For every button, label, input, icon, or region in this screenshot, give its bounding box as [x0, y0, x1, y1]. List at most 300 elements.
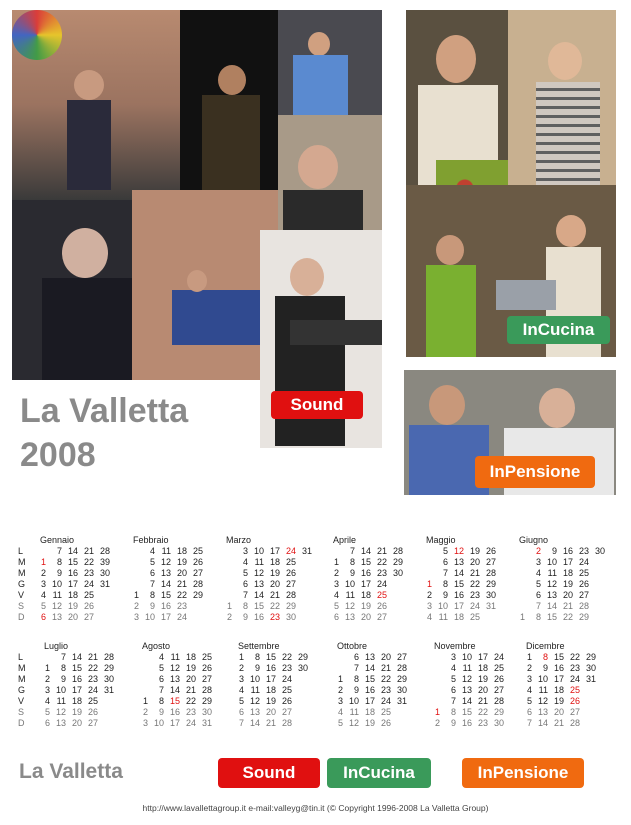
- calendar-day: 22: [269, 601, 280, 611]
- calendar-day: 14: [160, 579, 171, 589]
- calendar-day: 9: [242, 612, 248, 622]
- week-row: [142, 696, 234, 707]
- bottom-brand: La Valletta: [19, 760, 123, 783]
- calendar-day: 6: [526, 707, 532, 717]
- calendar-day: 11: [349, 707, 359, 717]
- month-maggio: [426, 534, 518, 623]
- calendar-day: 7: [450, 696, 456, 706]
- month-febbraio: [133, 534, 225, 623]
- week-row: [40, 568, 132, 579]
- month-name: Ottobre: [337, 641, 368, 651]
- week-row: [434, 707, 526, 718]
- calendar-day: 16: [67, 568, 78, 578]
- calendar-day: 5: [238, 696, 244, 706]
- month-name: Giugno: [519, 535, 549, 545]
- calendar-day: 6: [238, 707, 244, 717]
- calendar-day: 5: [526, 696, 532, 706]
- weekday-label: L: [18, 652, 24, 662]
- calendar-day: 1: [44, 663, 50, 673]
- calendar-day: 29: [297, 652, 308, 662]
- calendar-day: 6: [442, 557, 448, 567]
- weekday-label: L: [18, 546, 24, 556]
- calendar-day: 29: [192, 590, 203, 600]
- month-agosto: [142, 640, 234, 729]
- calendar-day: 19: [553, 696, 564, 706]
- calendar-day: 28: [485, 568, 496, 578]
- weekday-label: G: [18, 685, 26, 695]
- calendar-day: 25: [285, 557, 296, 567]
- calendar-day: 20: [265, 707, 276, 717]
- calendar-day: 7: [60, 652, 66, 662]
- week-row: [142, 674, 234, 685]
- calendar-day: 22: [562, 612, 573, 622]
- calendar-day: 13: [253, 579, 264, 589]
- week-row: [226, 579, 318, 590]
- calendar-day: 19: [71, 707, 82, 717]
- calendar-day: 26: [281, 696, 292, 706]
- calendar-day: 22: [376, 557, 387, 567]
- month-name: Marzo: [226, 535, 252, 545]
- week-row: [226, 612, 318, 623]
- calendar-day: 21: [176, 579, 187, 589]
- calendar-day: 20: [71, 718, 82, 728]
- calendar-day: 3: [450, 652, 456, 662]
- calendar-day: 30: [585, 663, 596, 673]
- month-name: Agosto: [142, 641, 171, 651]
- week-row: [426, 612, 518, 623]
- calendar-day: 19: [360, 601, 371, 611]
- week-row: [333, 612, 425, 623]
- calendar-day: 11: [254, 557, 264, 567]
- calendar-day: 6: [535, 590, 541, 600]
- calendar-day: 7: [158, 685, 164, 695]
- calendar-day: 14: [461, 696, 472, 706]
- photo-woman-sweater: [508, 10, 616, 185]
- week-row: [434, 652, 526, 663]
- calendar-day: 20: [360, 612, 371, 622]
- week-row: [519, 590, 611, 601]
- week-row: [519, 601, 611, 612]
- calendar-day: 10: [537, 674, 548, 684]
- calendar-day: 17: [477, 652, 488, 662]
- calendar-day: 3: [526, 674, 532, 684]
- calendar-day: 6: [149, 568, 155, 578]
- calendar-day: 23: [477, 718, 488, 728]
- calendar-day: 4: [158, 652, 164, 662]
- calendar-day: 18: [185, 652, 196, 662]
- page-title-line2: 2008: [20, 436, 96, 474]
- calendar-day: 25: [83, 590, 94, 600]
- week-row: [133, 579, 225, 590]
- week-row: [133, 601, 225, 612]
- calendar-day: 25: [281, 685, 292, 695]
- calendar-day: 17: [67, 579, 78, 589]
- calendar-day: 9: [158, 707, 164, 717]
- bottom-sound-badge: Sound: [218, 758, 320, 788]
- calendar-day: 20: [477, 685, 488, 695]
- week-row: [333, 546, 425, 557]
- calendar-day: 24: [469, 601, 480, 611]
- week-row: [142, 663, 234, 674]
- week-row: [519, 568, 611, 579]
- week-row: [238, 674, 330, 685]
- calendar-day: 10: [51, 579, 62, 589]
- calendar-day: 18: [269, 557, 280, 567]
- calendar-day: 14: [546, 601, 557, 611]
- week-row: [426, 590, 518, 601]
- calendar-day: 26: [285, 568, 296, 578]
- week-row: [426, 601, 518, 612]
- calendar-day: 11: [547, 568, 557, 578]
- calendar-day: 19: [477, 674, 488, 684]
- calendar-day: 10: [461, 652, 472, 662]
- calendar-day: 17: [71, 685, 82, 695]
- calendar-day: 4: [40, 590, 46, 600]
- week-row: [44, 707, 136, 718]
- month-giugno: [519, 534, 611, 623]
- week-row: [337, 663, 429, 674]
- calendar-day: 21: [477, 696, 488, 706]
- calendar-day: 25: [569, 685, 580, 695]
- week-row: [526, 685, 618, 696]
- calendar-day: 24: [83, 579, 94, 589]
- calendar-day: 8: [450, 707, 456, 717]
- calendar-day: 3: [44, 685, 50, 695]
- calendar-day: 27: [201, 674, 212, 684]
- weekday-label: M: [18, 663, 26, 673]
- photo-smiling-man: [278, 115, 382, 230]
- calendar-day: 9: [450, 718, 456, 728]
- calendar-day: 6: [353, 652, 359, 662]
- calendar-day: 30: [285, 612, 296, 622]
- week-row: [40, 612, 132, 623]
- weekday-label: S: [18, 707, 25, 717]
- month-name: Luglio: [44, 641, 69, 651]
- week-row: [434, 696, 526, 707]
- calendar-day: 5: [535, 579, 541, 589]
- week-row: [44, 696, 136, 707]
- calendar-day: 21: [553, 718, 564, 728]
- calendar-day: 30: [594, 546, 605, 556]
- calendar-day: 19: [185, 663, 196, 673]
- page-title-line1: La Valletta: [20, 392, 189, 430]
- week-row: [526, 674, 618, 685]
- calendar-day: 31: [99, 579, 110, 589]
- week-row: [426, 546, 518, 557]
- weekday-label: V: [18, 696, 25, 706]
- calendar-day: 25: [469, 612, 480, 622]
- calendar-day: 19: [562, 579, 573, 589]
- calendar-day: 18: [453, 612, 464, 622]
- month-name: Dicembre: [526, 641, 565, 651]
- calendar-day: 27: [485, 557, 496, 567]
- week-row: [434, 663, 526, 674]
- week-row: [434, 674, 526, 685]
- calendar-day: 26: [192, 557, 203, 567]
- calendar-day: 22: [185, 696, 196, 706]
- calendar-day: 12: [51, 601, 62, 611]
- week-row: [434, 718, 526, 729]
- calendar-day: 23: [269, 612, 280, 622]
- calendar-day: 1: [337, 674, 343, 684]
- calendar-day: 6: [242, 579, 248, 589]
- calendar-day: 28: [192, 579, 203, 589]
- calendar-day: 26: [87, 707, 98, 717]
- calendar-day: 8: [158, 696, 164, 706]
- calendar-day: 30: [493, 718, 504, 728]
- calendar-day: 9: [542, 663, 548, 673]
- calendar-day: 3: [242, 546, 248, 556]
- week-row: [133, 546, 225, 557]
- calendar-day: 29: [201, 696, 212, 706]
- calendar-day: 2: [44, 674, 50, 684]
- calendar-day: 17: [553, 674, 564, 684]
- calendar-day: 18: [477, 663, 488, 673]
- calendar-day: 25: [380, 707, 391, 717]
- weekday-label: M: [18, 674, 26, 684]
- calendar-day: 4: [337, 707, 343, 717]
- calendar-day: 20: [562, 590, 573, 600]
- week-row: [519, 612, 611, 623]
- calendar-day: 12: [169, 663, 180, 673]
- calendar-day: 14: [537, 718, 548, 728]
- weekday-label: M: [18, 557, 26, 567]
- calendar-day: 30: [201, 707, 212, 717]
- calendar-day: 23: [376, 568, 387, 578]
- calendar-day: 26: [376, 601, 387, 611]
- calendar-day: 29: [493, 707, 504, 717]
- calendar-day: 26: [83, 601, 94, 611]
- calendar-day: 24: [281, 674, 292, 684]
- calendar-day: 2: [133, 601, 139, 611]
- calendar-day: 29: [578, 612, 589, 622]
- calendar-day: 11: [56, 696, 66, 706]
- calendar-day: 1: [238, 652, 244, 662]
- calendar-day: 14: [169, 685, 180, 695]
- calendar-day: 25: [192, 546, 203, 556]
- calendar-day: 16: [461, 718, 472, 728]
- calendar-day: 11: [462, 663, 472, 673]
- calendar-day: 28: [285, 590, 296, 600]
- calendar-day: 15: [364, 674, 375, 684]
- week-row: [526, 652, 618, 663]
- calendar-day: 6: [450, 685, 456, 695]
- calendar-day: 31: [585, 674, 596, 684]
- week-row: [238, 652, 330, 663]
- week-row: [337, 718, 429, 729]
- calendar-day: 25: [87, 696, 98, 706]
- calendar-day: 30: [485, 590, 496, 600]
- incucina-badge: InCucina: [507, 316, 610, 344]
- calendar-day: 19: [176, 557, 187, 567]
- calendar-day: 19: [269, 568, 280, 578]
- week-row: [40, 579, 132, 590]
- week-row: [44, 718, 136, 729]
- calendar-day: 10: [348, 696, 359, 706]
- week-row: [519, 546, 611, 557]
- weekday-labels: [18, 652, 32, 729]
- calendar-day: 8: [242, 601, 248, 611]
- calendar-day: 1: [426, 579, 432, 589]
- calendar-day: 9: [442, 590, 448, 600]
- week-row: [133, 568, 225, 579]
- calendar-day: 9: [56, 568, 62, 578]
- week-row: [238, 663, 330, 674]
- calendar-day: 21: [265, 718, 276, 728]
- sound-badge: Sound: [271, 391, 363, 419]
- calendar-day: 31: [201, 718, 212, 728]
- photo-drummer: [132, 190, 278, 380]
- calendar-day: 16: [265, 663, 276, 673]
- month-gennaio: [40, 534, 132, 623]
- calendar-day: 27: [281, 707, 292, 717]
- week-row: [426, 557, 518, 568]
- calendar-day: 7: [242, 590, 248, 600]
- calendar-day: 5: [40, 601, 46, 611]
- calendar-day: 16: [553, 663, 564, 673]
- calendar-day: 7: [238, 718, 244, 728]
- calendar-day: 5: [149, 557, 155, 567]
- month-luglio: [44, 640, 136, 729]
- footer-copyright: http://www.lavallettagroup.it e-mail:valleyg@tin.it (© Copyright 1996-2008 La Valletta Group): [142, 803, 489, 813]
- calendar-day: 25: [578, 568, 589, 578]
- calendar-day: 25: [376, 590, 387, 600]
- calendar-day: 14: [249, 718, 260, 728]
- calendar-day: 2: [535, 546, 541, 556]
- calendar-day: 16: [71, 674, 82, 684]
- weekday-label: M: [18, 568, 26, 578]
- calendar-day: 9: [353, 685, 359, 695]
- week-row: [226, 601, 318, 612]
- calendar-day: 4: [526, 685, 532, 695]
- calendar-day: 4: [149, 546, 155, 556]
- calendar-day: 4: [333, 590, 339, 600]
- calendar-day: 22: [477, 707, 488, 717]
- calendar-day: 1: [226, 601, 232, 611]
- calendar-day: 9: [551, 546, 557, 556]
- calendar-day: 8: [349, 557, 355, 567]
- week-row: [133, 612, 225, 623]
- calendar-day: 3: [40, 579, 46, 589]
- calendar-day: 16: [160, 601, 171, 611]
- calendar-day: 18: [67, 590, 78, 600]
- calendar-day: 1: [519, 612, 525, 622]
- calendar-day: 15: [546, 612, 557, 622]
- calendar-day: 28: [201, 685, 212, 695]
- month-settembre: [238, 640, 330, 729]
- calendar-day: 24: [285, 546, 296, 556]
- calendar-day: 23: [185, 707, 196, 717]
- calendar-day: 15: [71, 663, 82, 673]
- calendar-day: 30: [396, 685, 407, 695]
- calendar-day: 14: [453, 568, 464, 578]
- calendar-day: 19: [364, 718, 375, 728]
- week-row: [526, 718, 618, 729]
- calendar-day: 27: [569, 707, 580, 717]
- calendar-day: 2: [40, 568, 46, 578]
- calendar-day: 4: [426, 612, 432, 622]
- week-row: [333, 557, 425, 568]
- month-novembre: [434, 640, 526, 729]
- calendar-day: 5: [450, 674, 456, 684]
- calendar-day: 27: [493, 685, 504, 695]
- calendar-day: 13: [546, 590, 557, 600]
- week-row: [526, 707, 618, 718]
- calendar-day: 18: [176, 546, 187, 556]
- calendar-day: 26: [485, 546, 496, 556]
- calendar-day: 13: [249, 707, 260, 717]
- calendar-day: 27: [87, 718, 98, 728]
- calendar-day: 10: [253, 546, 264, 556]
- calendar-day: 29: [396, 674, 407, 684]
- calendar-day: 17: [562, 557, 573, 567]
- week-row: [40, 601, 132, 612]
- calendar-day: 2: [142, 707, 148, 717]
- calendar-day: 9: [254, 663, 260, 673]
- calendar-day: 3: [333, 579, 339, 589]
- calendar-day: 1: [434, 707, 440, 717]
- calendar-day: 17: [265, 674, 276, 684]
- calendar-day: 28: [392, 546, 403, 556]
- month-marzo: [226, 534, 318, 623]
- calendar-day: 20: [67, 612, 78, 622]
- week-row: [333, 579, 425, 590]
- week-row: [238, 685, 330, 696]
- weekday-label: G: [18, 579, 26, 589]
- calendar-day: 2: [434, 718, 440, 728]
- calendar-day: 13: [461, 685, 472, 695]
- weekday-label: D: [18, 612, 25, 622]
- calendar-day: 13: [344, 612, 355, 622]
- calendar-day: 22: [469, 579, 480, 589]
- calendar-day: 5: [442, 546, 448, 556]
- calendar-day: 14: [253, 590, 264, 600]
- calendar-day: 12: [453, 546, 464, 556]
- calendar-day: 31: [396, 696, 407, 706]
- calendar-day: 3: [142, 718, 148, 728]
- calendar-day: 20: [553, 707, 564, 717]
- calendar-day: 29: [103, 663, 114, 673]
- week-row: [426, 568, 518, 579]
- week-row: [333, 568, 425, 579]
- week-row: [333, 601, 425, 612]
- calendar-day: 1: [133, 590, 139, 600]
- calendar-day: 22: [176, 590, 187, 600]
- calendar-day: 13: [453, 557, 464, 567]
- calendar-day: 30: [392, 568, 403, 578]
- calendar-day: 28: [99, 546, 110, 556]
- calendar-day: 15: [253, 601, 264, 611]
- calendar-day: 12: [537, 696, 548, 706]
- month-name: Gennaio: [40, 535, 75, 545]
- calendar-day: 30: [103, 674, 114, 684]
- calendar-day: 20: [469, 557, 480, 567]
- week-row: [40, 590, 132, 601]
- calendar-day: 10: [144, 612, 155, 622]
- calendar-day: 6: [333, 612, 339, 622]
- calendar-day: 28: [493, 696, 504, 706]
- calendar-day: 20: [269, 579, 280, 589]
- calendar-day: 7: [353, 663, 359, 673]
- calendar-day: 27: [396, 652, 407, 662]
- calendar-day: 18: [553, 685, 564, 695]
- calendar-day: 11: [161, 546, 171, 556]
- month-aprile: [333, 534, 425, 623]
- week-row: [434, 685, 526, 696]
- calendar-day: 7: [535, 601, 541, 611]
- calendar-day: 8: [535, 612, 541, 622]
- calendar-day: 31: [301, 546, 312, 556]
